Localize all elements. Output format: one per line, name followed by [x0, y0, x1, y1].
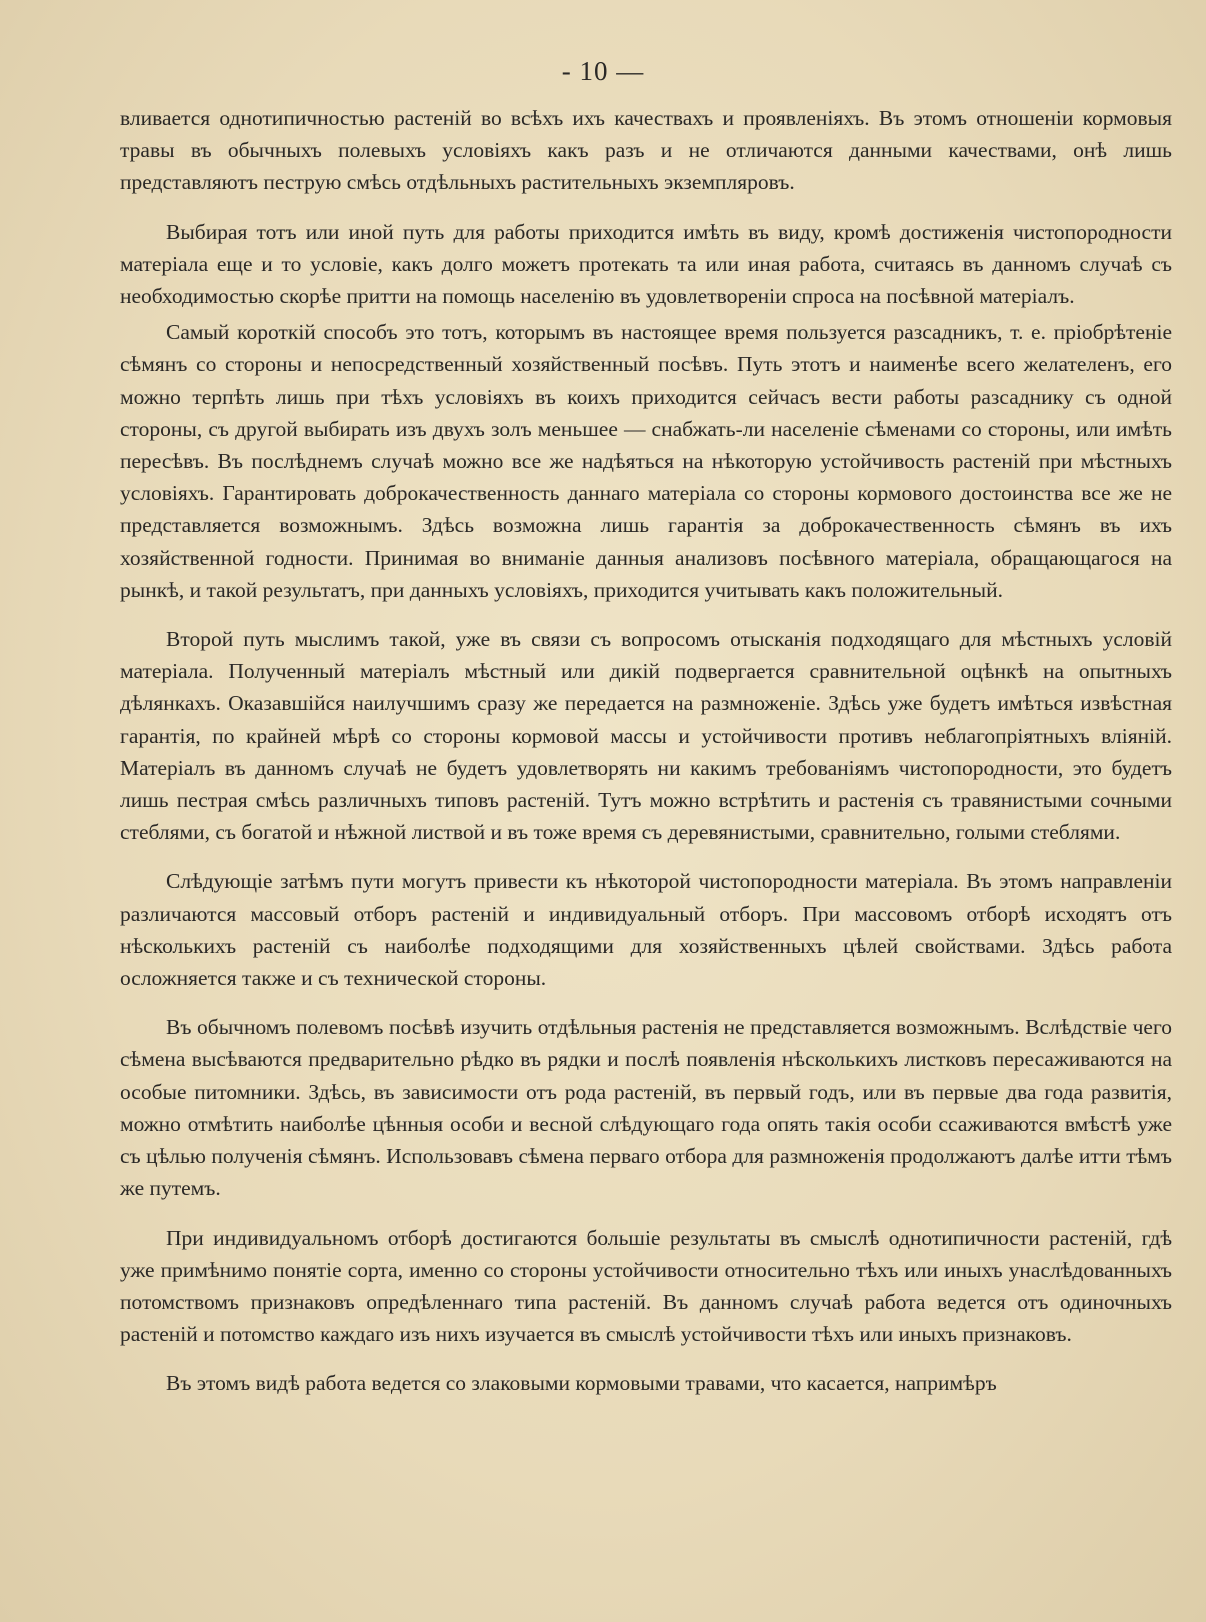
paragraph-4: Второй путь мыслимъ такой, уже въ связи съ вопросомъ отысканiя подходящаго для мѣстныхъ условiй матерiала. Полученный матерiалъ мѣстный или дикiй подвергается сравнительной оцѣнкѣ на опытныхъ дѣлянкахъ. Оказавшiйся наилучшимъ сразу же передается на размноженiе. Здѣсь уже будетъ имѣться извѣстная гарантiя, по крайней мѣрѣ со стороны кормовой массы и устойчивости противъ неблагопрiятныхъ влiянiй. Матерiалъ въ данномъ случаѣ не будетъ удовлетворять ни какимъ требованiямъ чистопородности, это будетъ лишь пестрая смѣсь различныхъ типовъ растенiй. Тутъ можно встрѣтить и растенiя съ травянистыми сочными стеблями, съ богатой и нѣжной листвой и въ тоже время съ деревянистыми, сравнительно, голыми стеблями. [120, 627, 1172, 845]
paragraph-8: Въ этомъ видѣ работа ведется со злаковыми кормовыми травами, что касается, напримѣръ [166, 1371, 997, 1396]
paragraph-6: Въ обычномъ полевомъ посѣвѣ изучить отдѣльныя растенiя не представляется возможнымъ. Вслѣдствiе чего сѣмена высѣваются предварительно рѣдко въ рядки и послѣ появленiя нѣсколькихъ листковъ пересаживаются на особые питомники. Здѣсь, въ зависимости отъ рода растенiй, въ первый годъ, или въ первые два года развитiя, можно отмѣтить наиболѣе цѣнныя особи и весной слѣдующаго года опять такiя особи ссаживаются вмѣстѣ уже съ цѣлью полученiя сѣмянъ. Использовавъ сѣмена перваго отбора для размноженiя продолжаютъ далѣе итти тѣмъ же путемъ. [120, 1015, 1172, 1201]
page-number: - 10 — [561, 56, 645, 86]
paragraph-2: Выбирая тотъ или иной путь для работы приходится имѣть въ виду, кромѣ достиженiя чистопородности матерiала еще и то условiе, какъ долго можетъ протекать та или иная работа, считаясь въ данномъ случаѣ съ необходимостью скорѣе притти на помощь населенiю въ удовлетворенiи спроса на посѣвной матерiалъ. [120, 219, 1172, 309]
text-body [120, 102, 1172, 1417]
paragraph-5: Слѣдующiе затѣмъ пути могутъ привести къ нѣкоторой чистопородности матерiала. Въ этомъ направленiи различаются массовый отборъ растенiй и индивидуальный отборъ. При массовомъ отборѣ исходятъ отъ нѣсколькихъ растенiй съ наиболѣе подходящими для хозяйственныхъ цѣлей свойствами. Здѣсь работа осложняется также и съ технической стороны. [120, 869, 1172, 991]
paragraph-3: Самый короткiй способъ это тотъ, которымъ въ настоящее время пользуется разсадникъ, т. е. прiобрѣтенiе сѣмянъ со стороны и непосредственный хозяйственный посѣвъ. Путь этотъ и наименѣе всего желателенъ, его можно терпѣть лишь при тѣхъ условiяхъ въ коихъ приходится сейчасъ вести работы разсаднику съ одной стороны, съ другой выбирать изъ двухъ золъ меньшее — снабжать-ли населенiе сѣменами со стороны, или имѣть пересѣвъ. Въ послѣднемъ случаѣ можно все же надѣяться на нѣкоторую устойчивость растенiй при мѣстныхъ условiяхъ. Гарантировать доброкачественность даннаго матерiала со стороны кормового достоинства все же не представляется возможнымъ. Здѣсь возможна лишь гарантiя за доброкачественность сѣмянъ въ ихъ хозяйственной годности. Принимая во вниманiе данныя анализовъ посѣвного матерiала, обращающагося на рынкѣ, и такой результатъ, при данныхъ условiяхъ, приходится учитывать какъ положительный. [120, 320, 1172, 602]
paragraph-7: При индивидуальномъ отборѣ достигаются большiе результаты въ смыслѣ однотипичности растенiй, гдѣ уже примѣнимо понятiе сорта, именно со стороны устойчивости относительно тѣхъ или иныхъ унаслѣдованныхъ потомствомъ признаковъ опредѣленнаго типа растенiй. Въ данномъ случаѣ работа ведется отъ одиночныхъ растенiй и потомство каждаго изъ нихъ изучается въ смыслѣ устойчивости тѣхъ или иныхъ признаковъ. [120, 1225, 1172, 1347]
paragraph-1: вливается однотипичностью растенiй во всѣхъ ихъ качествахъ и проявленiяхъ. Въ этомъ отношенiи кормовыя травы въ обычныхъ полевыхъ условiяхъ какъ разъ и не отличаются данными качествами, онѣ лишь представляютъ пеструю смѣсь отдѣльныхъ растительныхъ экземпляровъ. [120, 106, 1172, 195]
